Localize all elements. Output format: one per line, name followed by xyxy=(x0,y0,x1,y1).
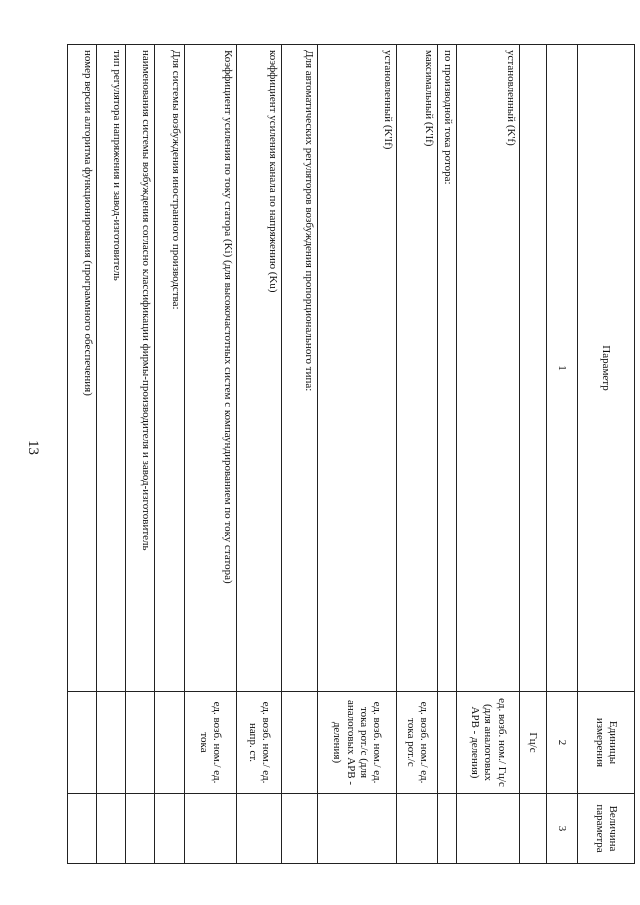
table-row xyxy=(317,45,396,864)
index-1: 1 xyxy=(546,45,577,692)
table-row xyxy=(126,45,155,864)
header-param: Параметр xyxy=(577,45,634,692)
units-cell: ед. возб. ном./ ед. тока рот./с xyxy=(396,692,438,794)
units-cell: ед. возб. ном./ ед. напр. ст. xyxy=(236,692,282,794)
parameters-table xyxy=(67,44,635,863)
section-title: Для автоматических регуляторов возбуждения пропорционального типа: xyxy=(282,45,317,692)
section-title: по производной тока ротора: xyxy=(438,45,457,692)
table-row xyxy=(97,45,126,864)
param-label: наименования системы возбуждения согласно классификации фирмы-производителя и завод-изготовитель xyxy=(126,45,155,692)
header-value: Величина параметра xyxy=(577,794,634,864)
units-cell: ед. возб. ном./ ед. тока xyxy=(184,692,236,794)
param-label: установленный (K'f) xyxy=(457,45,519,692)
param-label: Коэффициент усиления по току статора (Ki) (для высокочастотных систем с компаундированием по току статора) xyxy=(184,45,236,692)
units-cell: ед. возб. ном./ Гц/с (для аналоговых АРВ - деления) xyxy=(457,692,519,794)
param-label: номер версии алгоритма функционирования (программного обеспечения) xyxy=(68,45,97,692)
table-header-row xyxy=(577,45,634,864)
table-row xyxy=(282,45,317,864)
column-index-row xyxy=(546,45,577,864)
param-label: тип регулятора напряжения и завод-изготовитель xyxy=(97,45,126,692)
param-label: коэффициент усиления канала по напряжению (Ku) xyxy=(236,45,282,692)
page-number: 13 xyxy=(25,440,41,455)
section-title: Для системы возбуждения иностранного производства: xyxy=(155,45,184,692)
table-row xyxy=(236,45,282,864)
units-cell: Гц/с xyxy=(519,692,546,794)
index-3: 3 xyxy=(546,794,577,864)
table-row xyxy=(184,45,236,864)
param-label: максимальный (K'If) xyxy=(396,45,438,692)
table-row xyxy=(68,45,97,864)
param-label: установленный (K'If) xyxy=(317,45,396,692)
table-row xyxy=(155,45,184,864)
table-row xyxy=(519,45,546,864)
header-units: Единицы измерения xyxy=(577,692,634,794)
index-2: 2 xyxy=(546,692,577,794)
units-cell: ед. возб. ном./ ед. тока рот./с (для аналоговых АРВ - деления) xyxy=(317,692,396,794)
table-row xyxy=(438,45,457,864)
table-row xyxy=(396,45,438,864)
table-row xyxy=(457,45,519,864)
